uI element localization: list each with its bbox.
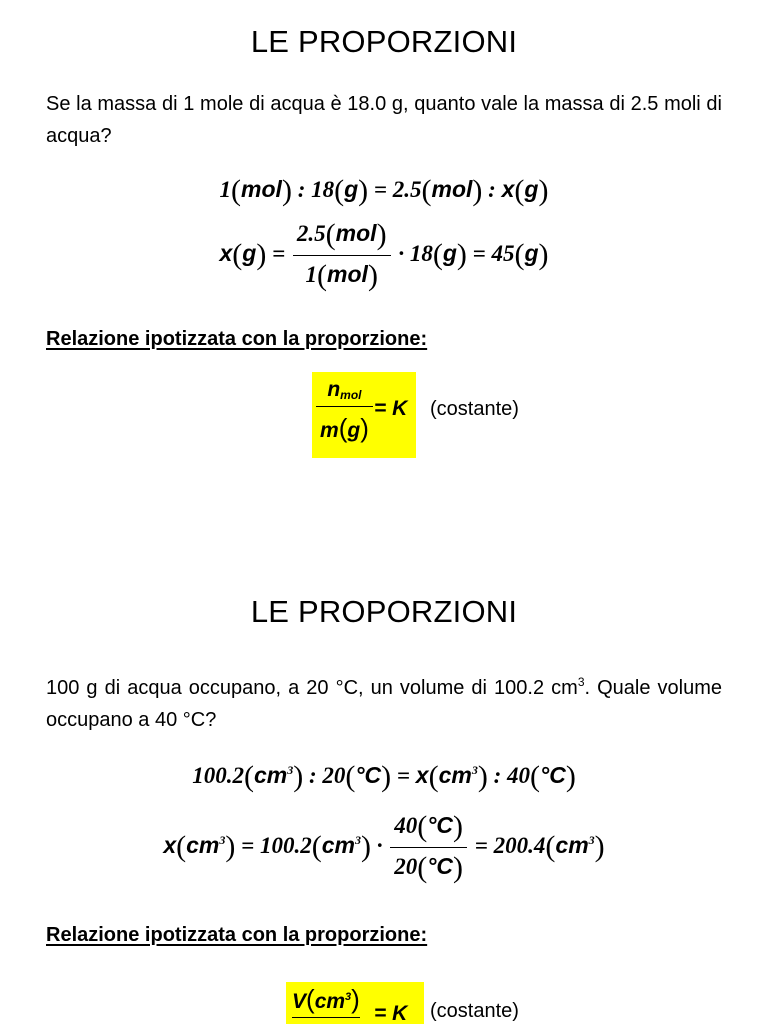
- eq-result: 200.4: [493, 832, 546, 858]
- formula-unit: cm: [314, 990, 346, 1013]
- formula-symbol: n: [327, 378, 341, 401]
- eq-unit: cm: [555, 831, 589, 858]
- eq-term: 1: [219, 177, 232, 202]
- section2-question: [46, 672, 722, 736]
- formula-constant: K: [392, 397, 408, 420]
- eq-term: 20: [322, 763, 346, 788]
- eq-unit: mol: [431, 176, 473, 202]
- eq-term: x: [501, 176, 515, 202]
- eq-term: x: [415, 762, 429, 788]
- eq-term: 2.5: [392, 177, 422, 202]
- eq-unit: g: [242, 239, 257, 266]
- exponent: 3: [354, 832, 361, 847]
- eq-term: 100.2: [192, 763, 244, 788]
- eq-term: 18: [311, 177, 335, 202]
- eq-term: x: [163, 831, 177, 858]
- eq-unit: mol: [241, 176, 282, 202]
- eq-term: 100.2: [259, 832, 312, 858]
- exponent: 3: [471, 763, 478, 777]
- section1-title: LE PROPORZIONI: [250, 24, 518, 59]
- formula-symbol: V: [292, 990, 307, 1013]
- eq-term: 40: [507, 763, 530, 788]
- eq-unit: g: [442, 239, 457, 266]
- eq-term: 40: [394, 813, 418, 838]
- exponent: 3: [588, 832, 595, 847]
- section1-question: Se la massa di 1 mole di acqua è 18.0 g, quanto vale la massa di 2.5 moli di acqua?: [46, 93, 722, 147]
- formula-constant: K: [392, 1002, 408, 1024]
- eq-term: 18: [409, 240, 433, 266]
- eq-unit: cm: [438, 762, 472, 788]
- eq-term: 1: [305, 262, 318, 287]
- question-text: 100 g di acqua occupano, a 20 °C, un volume di 100.2 cm: [46, 677, 578, 699]
- eq-unit: cm: [321, 831, 355, 858]
- fraction: $\frac{40(^\circ C)}{20(^\circ C)}$: [390, 810, 467, 885]
- exponent: 3: [219, 832, 226, 847]
- eq-unit: g: [524, 239, 539, 266]
- eq-term: 20: [394, 854, 418, 879]
- eq-unit: g: [524, 176, 539, 202]
- eq-unit: °C: [540, 762, 566, 788]
- formula-unit: g: [347, 419, 361, 442]
- section2-title: LE PROPORZIONI: [250, 594, 518, 629]
- formula-symbol: m: [320, 419, 339, 442]
- eq-term: x: [219, 239, 233, 266]
- fraction: $n_{mol}$ m(g): [316, 376, 373, 444]
- eq-unit: °C: [427, 812, 454, 838]
- eq-result: 45: [491, 240, 515, 266]
- eq-term: 2.5: [296, 221, 326, 246]
- question-text: . Quale volume occupano a 40 °C?: [46, 677, 722, 731]
- section1-relation-formula: $n_{mol}$ m(g) = K: [312, 372, 416, 458]
- exponent: 3: [287, 763, 294, 777]
- eq-unit: g: [344, 176, 359, 202]
- section1-constant-note: (costante): [430, 398, 519, 420]
- section2-constant-note: (costante): [430, 1000, 519, 1022]
- fraction: $\frac{\text{2.5(mol)}}{\text{1(mol)}}$: [293, 218, 391, 293]
- section1-proportion: 1(mol) : 18(g) = 2.5(mol) : x(g): [219, 174, 549, 207]
- eq-unit: °C: [427, 853, 454, 879]
- section2-solution: $x(cm^3) = 100.2(cm^3)$ · $\frac{40(^\circ C)}{20(^\circ C)}$ = $200.4(cm^3)$: [163, 810, 605, 884]
- eq-unit: °C: [355, 762, 382, 788]
- section2-proportion: $100.2(cm^3)$ : $20(^\circ C) = x(cm^3)$ : 40(°C): [192, 760, 576, 793]
- eq-unit: cm: [186, 831, 220, 858]
- section2-relation-formula: $V(cm^3)$ = K: [286, 982, 424, 1024]
- section1-solution: x(g) = $\frac{\text{2.5(mol)}}{\text{1(mol)}}$ · 18(g) = 45(g): [219, 218, 549, 292]
- superscript: 3: [577, 675, 585, 689]
- eq-unit: mol: [327, 261, 368, 287]
- section1-relation-label: Relazione ipotizzata con la proporzione:: [46, 328, 428, 350]
- eq-unit: mol: [335, 220, 377, 246]
- formula-subscript: mol: [340, 388, 362, 402]
- section2-relation-label: Relazione ipotizzata con la proporzione:: [46, 924, 428, 946]
- exponent: 3: [345, 991, 352, 1003]
- eq-unit: cm: [253, 762, 288, 788]
